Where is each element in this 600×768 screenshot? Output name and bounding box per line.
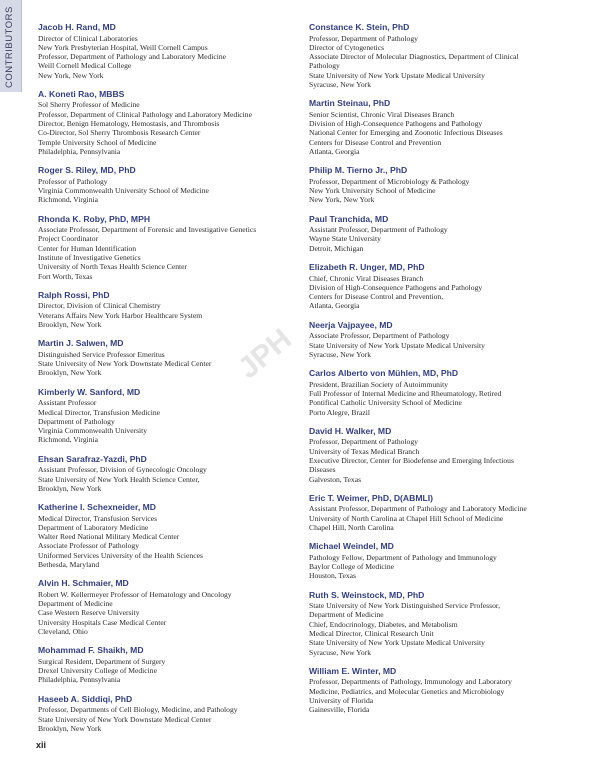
contributor-entry <box>38 387 300 445</box>
contributor-entry <box>309 98 571 156</box>
contributor-affiliation-line: Institute of Investigative Genetics <box>38 253 141 263</box>
contributor-entry <box>38 290 300 329</box>
contributor-entry <box>38 214 300 281</box>
contributor-affiliation-line: Assistant Professor, Department of Pathology <box>309 225 448 235</box>
contributor-affiliation-line: Director, Division of Clinical Chemistry <box>38 301 161 311</box>
contributor-affiliation-line: President, Brazilian Society of Autoimmunity <box>309 379 448 389</box>
contributor-affiliation-line: Associate Professor, Department of Pathology <box>309 331 450 341</box>
contributor-affiliation-line: State University of New York Downstate Medical Center <box>38 359 212 369</box>
contributor-affiliation-line: Full Professor of Internal Medicine and Rheumatology, Retired <box>309 388 502 398</box>
contributor-entry <box>309 262 571 311</box>
contributor-affiliation-line: Pathology <box>309 61 340 71</box>
contributor-entry <box>38 338 300 377</box>
contributor-affiliation-line: Pathology Fellow, Department of Pathology and Immunology <box>309 552 497 562</box>
contributor-affiliation-line: Assistant Professor, Division of Gynecologic Oncology <box>38 465 207 475</box>
contributor-affiliation-line: Porto Alegre, Brazil <box>309 407 370 417</box>
contributor-affiliation-line: Medical Director, Clinical Research Unit <box>309 628 434 638</box>
contributor-affiliation-line: Professor, Department of Microbiology & Pathology <box>309 176 470 186</box>
contributor-affiliation-line: Cleveland, Ohio <box>38 627 88 637</box>
contributor-affiliation-line: Houston, Texas <box>309 571 356 581</box>
contributor-affiliation-line: New York Presbyterian Hospital, Weill Cornell Campus <box>38 42 208 52</box>
contributor-affiliation-line: Brooklyn, New York <box>38 723 102 733</box>
contributor-entry <box>309 214 571 253</box>
contributor-entry <box>38 165 300 204</box>
contributor-affiliation-line: Brooklyn, New York <box>38 483 102 493</box>
contributor-affiliation-line: Virginia Commonwealth University <box>38 426 148 436</box>
contributor-affiliation-line: State University of New York Health Science Center, <box>38 474 200 484</box>
contributor-affiliation-line: University of North Texas Health Science Center <box>38 262 188 272</box>
contributor-affiliation-line: Galveston, Texas <box>309 474 362 484</box>
contributor-affiliation-line: Centers for Disease Control and Prevention, <box>309 292 444 302</box>
contributor-entry <box>309 666 571 715</box>
contributor-affiliation-line: Robert W. Kellermeyer Professor of Hematology and Oncology <box>38 589 232 599</box>
contributor-entry <box>38 645 300 684</box>
contributor-entry <box>38 22 300 80</box>
contributor-entry <box>309 590 571 657</box>
contributor-entry <box>309 22 571 89</box>
contributor-affiliation-line: Professor, Department of Pathology <box>309 437 418 447</box>
contributor-affiliation-line: Division of High-Consequence Pathogens and Pathology <box>309 282 483 292</box>
contributor-entry <box>38 694 300 733</box>
contributor-affiliation-line: Medical Director, Transfusion Services <box>38 513 158 523</box>
contributor-name: Ehsan Sarafraz-Yazdi, PhD <box>38 453 147 464</box>
contributor-name: Jacob H. Rand, MD <box>38 22 116 32</box>
contributor-affiliation-line: Surgical Resident, Department of Surgery <box>38 656 166 666</box>
contributor-affiliation-line: Syracuse, New York <box>309 349 372 359</box>
contributor-name: David H. Walker, MD <box>309 425 392 436</box>
contributor-affiliation-line: Philadelphia, Pennsylvania <box>38 675 121 685</box>
contributor-affiliation-line: Division of High-Consequence Pathogens and Pathology <box>309 119 483 129</box>
contributor-affiliation-line: Chapel Hill, North Carolina <box>309 522 394 532</box>
contributor-affiliation-line: Detroit, Michigan <box>309 243 364 253</box>
contributor-affiliation-line: State University of New York Distinguished Service Professor, <box>309 601 500 611</box>
contributor-name: Rhonda K. Roby, PhD, MPH <box>38 213 151 224</box>
contributor-affiliation-line: Brooklyn, New York <box>38 320 102 330</box>
contributor-affiliation-line: Associate Professor, Department of Forensic and Investigative Genetics <box>38 225 257 235</box>
contributor-affiliation-line: Case Western Reserve University <box>38 608 140 618</box>
contributor-affiliation-line: Professor, Department of Pathology <box>309 33 418 43</box>
contributor-affiliation-line: Assistant Professor, Department of Pathology and Laboratory Medicine <box>309 504 527 514</box>
contributor-name: Mohammad F. Shaikh, MD <box>38 645 144 656</box>
contributor-entry <box>309 165 571 204</box>
contributor-affiliation-line: Associate Professor of Pathology <box>38 541 140 551</box>
contributor-name: Neerja Vajpayee, MD <box>309 319 393 330</box>
contributor-entry <box>38 502 300 569</box>
contributor-entry <box>309 541 571 580</box>
contributor-entry <box>38 89 300 156</box>
contributor-affiliation-line: National Center for Emerging and Zoonotic Infectious Diseases <box>309 128 503 138</box>
contributor-affiliation-line: University of North Carolina at Chapel Hill School of Medicine <box>309 513 504 523</box>
contributor-affiliation-line: Department of Medicine <box>38 599 113 609</box>
contributor-affiliation-line: Wayne State University <box>309 234 381 244</box>
contributor-affiliation-line: New York, New York <box>309 195 375 205</box>
contributor-name: Katherine I. Schexneider, MD <box>38 502 156 513</box>
contributor-affiliation-line: Uniformed Services University of the Health Sciences <box>38 550 203 560</box>
contributor-name: William E. Winter, MD <box>309 665 397 676</box>
contributor-name: Martin J. Salwen, MD <box>38 338 124 349</box>
contributor-affiliation-line: State University of New York Upstate Medical University <box>309 70 485 80</box>
contributor-affiliation-line: Fort Worth, Texas <box>38 271 93 281</box>
contributor-name: Ralph Rossi, PhD <box>38 289 110 300</box>
contributor-affiliation-line: Bethesda, Maryland <box>38 560 100 570</box>
section-tab-label: CONTRIBUTORS <box>4 6 15 88</box>
contributor-affiliation-line: Richmond, Virginia <box>38 195 99 205</box>
contributor-name: Paul Tranchida, MD <box>309 213 389 224</box>
contributor-name: Philip M. Tierno Jr., PhD <box>309 165 408 176</box>
contributor-affiliation-line: University of Texas Medical Branch <box>309 446 420 456</box>
contributor-affiliation-line: Professor of Pathology <box>38 176 108 186</box>
contributor-affiliation-line: Brooklyn, New York <box>38 368 102 378</box>
contributor-name: Martin Steinau, PhD <box>309 98 391 109</box>
contributor-affiliation-line: Centers for Disease Control and Prevention <box>309 137 442 147</box>
contributor-affiliation-line: Professor, Department of Clinical Pathology and Laboratory Medicine <box>38 109 252 119</box>
contributor-entry <box>38 454 300 493</box>
contributor-affiliation-line: University of Florida <box>309 695 374 705</box>
contributors-left-column <box>38 22 300 742</box>
contributor-affiliation-line: Syracuse, New York <box>309 79 372 89</box>
contributor-affiliation-line: Gainesville, Florida <box>309 705 370 715</box>
contributor-affiliation-line: New York, New York <box>38 70 104 80</box>
contributor-affiliation-line: Chief, Endocrinology, Diabetes, and Metabolism <box>309 619 458 629</box>
contributor-entry <box>309 426 571 484</box>
contributor-name: Michael Weindel, MD <box>309 541 394 552</box>
contributor-affiliation-line: Director, Benign Hematology, Hemostasis, and Thrombosis <box>38 119 220 129</box>
contributor-affiliation-line: Veterans Affairs New York Harbor Healthcare System <box>38 310 203 320</box>
contributor-name: Carlos Alberto von Mühlen, MD, PhD <box>309 368 459 379</box>
contributor-affiliation-line: Professor, Departments of Pathology, Immunology and Laboratory <box>309 677 512 687</box>
contributor-affiliation-line: Professor, Department of Pathology and Laboratory Medicine <box>38 52 227 62</box>
contributor-affiliation-line: Philadelphia, Pennsylvania <box>38 146 121 156</box>
contributor-affiliation-line: Medical Director, Transfusion Medicine <box>38 407 161 417</box>
contributors-side-tab <box>0 0 22 92</box>
contributor-entry <box>309 493 571 532</box>
contributor-affiliation-line: Department of Pathology <box>38 416 115 426</box>
contributor-affiliation-line: Project Coordinator <box>38 234 99 244</box>
contributor-affiliation-line: Diseases <box>309 465 336 475</box>
contributor-affiliation-line: Pontifical Catholic University School of Medicine <box>309 398 462 408</box>
watermark: JPH <box>232 322 298 386</box>
contributor-name: Ruth S. Weinstock, MD, PhD <box>309 589 425 600</box>
contributor-affiliation-line: Baylor College of Medicine <box>309 561 394 571</box>
contributor-affiliation-line: State University of New York Upstate Medical University <box>309 638 485 648</box>
contributor-affiliation-line: Assistant Professor <box>38 398 97 408</box>
contributor-affiliation-line: Atlanta, Georgia <box>309 301 360 311</box>
contributor-affiliation-line: Syracuse, New York <box>309 647 372 657</box>
contributor-affiliation-line: Medicine, Pediatrics, and Molecular Genetics and Microbiology <box>309 686 505 696</box>
contributor-name: Eric T. Weimer, PhD, D(ABMLI) <box>309 492 433 503</box>
contributor-affiliation-line: Director of Cytogenetics <box>309 42 385 52</box>
contributor-name: Roger S. Riley, MD, PhD <box>38 165 136 176</box>
contributor-affiliation-line: Department of Medicine <box>309 610 384 620</box>
contributor-affiliation-line: Center for Human Identification <box>38 243 137 253</box>
contributor-name: Elizabeth R. Unger, MD, PhD <box>309 262 425 273</box>
contributor-affiliation-line: Richmond, Virginia <box>38 435 99 445</box>
contributor-affiliation-line: Atlanta, Georgia <box>309 146 360 156</box>
contributor-affiliation-line: Associate Director of Molecular Diagnostics, Department of Clinical <box>309 52 519 62</box>
contributor-affiliation-line: Distinguished Service Professor Emeritus <box>38 349 165 359</box>
contributors-right-column <box>309 22 571 724</box>
contributor-affiliation-line: State University of New York Upstate Medical University <box>309 340 485 350</box>
contributor-affiliation-line: Senior Scientist, Chronic Viral Diseases Branch <box>309 109 455 119</box>
page-number: xii <box>36 740 47 750</box>
contributor-affiliation-line: Director of Clinical Laboratories <box>38 33 138 43</box>
contributor-affiliation-line: Walter Reed National Military Medical Center <box>38 532 180 542</box>
contributor-affiliation-line: Virginia Commonwealth University School of Medicine <box>38 186 209 196</box>
contributor-entry <box>309 368 571 417</box>
contributor-name: A. Koneti Rao, MBBS <box>38 88 125 99</box>
contributor-name: Kimberly W. Sanford, MD <box>38 386 141 397</box>
contributor-name: Alvin H. Schmaier, MD <box>38 578 129 589</box>
contributor-affiliation-line: State University of New York Downstate Medical Center <box>38 714 212 724</box>
contributor-affiliation-line: Co-Director, Sol Sherry Thrombosis Research Center <box>38 128 201 138</box>
contributor-affiliation-line: New York University School of Medicine <box>309 186 436 196</box>
contributor-affiliation-line: Drexel University College of Medicine <box>38 666 157 676</box>
contributor-affiliation-line: Department of Laboratory Medicine <box>38 522 149 532</box>
contributor-name: Constance K. Stein, PhD <box>309 22 410 32</box>
contributor-name: Haseeb A. Siddiqi, PhD <box>38 693 133 704</box>
contributor-affiliation-line: Temple University School of Medicine <box>38 137 157 147</box>
contributor-affiliation-line: Professor, Departments of Cell Biology, Medicine, and Pathology <box>38 705 238 715</box>
contributor-affiliation-line: University Hospitals Case Medical Center <box>38 617 167 627</box>
contributor-affiliation-line: Weill Cornell Medical College <box>38 61 132 71</box>
contributor-entry <box>38 578 300 636</box>
contributor-affiliation-line: Chief, Chronic Viral Diseases Branch <box>309 273 424 283</box>
contributor-affiliation-line: Executive Director, Center for Biodefense and Emerging Infectious <box>309 455 514 465</box>
contributor-entry <box>309 320 571 359</box>
contributor-affiliation-line: Sol Sherry Professor of Medicine <box>38 100 140 110</box>
